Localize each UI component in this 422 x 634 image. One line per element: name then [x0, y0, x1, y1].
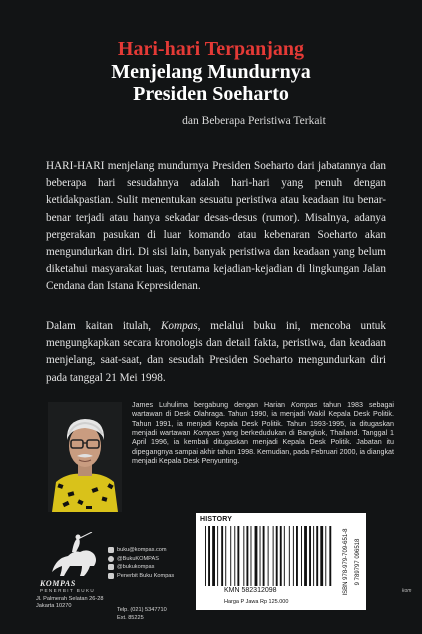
- barcode-bar: [260, 526, 261, 586]
- publisher-logo-wordmark: KOMPAS: [40, 579, 76, 588]
- contact-facebook: [108, 572, 198, 581]
- address-line-2: Jakarta 10270: [36, 603, 72, 610]
- contact-instagram-text: @bukukompas: [117, 564, 155, 571]
- publisher-address: [36, 596, 106, 610]
- contact-twitter-text: @BukuKOMPAS: [117, 555, 159, 562]
- instagram-icon: [108, 564, 114, 570]
- author-bio: [132, 401, 394, 466]
- contact-facebook-text: Penerbit Buku Kompas: [117, 572, 175, 579]
- barcode-bar: [221, 526, 223, 586]
- phone-ext: Ext. 85225: [117, 614, 144, 621]
- bio-kompas-2: Kompas: [193, 429, 220, 438]
- synopsis-p2-start: Dalam kaitan itulah,: [46, 320, 161, 332]
- synopsis-paragraph-2: [46, 318, 386, 387]
- bio-part-2: tahun 1983 sebagai wartawan di Desk Olahraga. Tahun 1990, ia menjadi Wakil Kepala Desk Politik. Tahun 1991, ia menjadi Kepala Desk Politik. Tahun 1993-1995, ia ditugaskan menjadi wartawan: [132, 401, 394, 438]
- twitter-icon: [108, 556, 114, 562]
- barcode-bar: [316, 526, 318, 586]
- barcode-bar: [251, 526, 252, 586]
- contact-twitter: [108, 555, 198, 564]
- barcode-bar: [208, 526, 210, 586]
- barcode-category: HISTORY: [200, 516, 233, 523]
- barcode-bar: [273, 526, 274, 586]
- barcode-bar: [289, 526, 290, 586]
- facebook-icon: [108, 573, 114, 579]
- barcode-bar: [268, 526, 269, 586]
- bio-part-3: yang berkedudukan di Bangkok, Thailand. Tanggal 1 April 1996, ia kembali ditugaskan menjadi Kepala Desk Politik. Jabatan itu dipegangnya sampai akhir tahun 1998. Kemudian, pada Februari 2000, ia diangkat menjadi Kepala Desk Penyunting.: [132, 429, 395, 466]
- publisher-contacts: [108, 546, 198, 580]
- barcode-bar: [320, 526, 323, 586]
- barcode-bar: [313, 526, 314, 586]
- barcode-bar: [225, 526, 226, 586]
- synopsis-p2-kompas: Kompas: [160, 320, 198, 332]
- phone-number: Telp. (021) 5347710: [117, 607, 167, 613]
- barcode-bar: [329, 526, 331, 586]
- ean-vertical-label: [351, 522, 365, 602]
- barcode-bar: [301, 526, 302, 586]
- barcode-kmn: KMN 582312098: [224, 587, 277, 594]
- subtitle: dan Beberapa Peristiwa Terkait: [182, 115, 326, 127]
- title-block: [0, 38, 422, 105]
- barcode-bar: [217, 526, 218, 586]
- barcode-bar: [243, 526, 244, 586]
- bio-part-1: James Luhulima bergabung dengan Harian: [132, 401, 292, 409]
- barcode-box: [196, 513, 366, 610]
- barcode-bar: [280, 526, 282, 586]
- barcode-bar: [255, 526, 258, 586]
- barcode-bar: [304, 526, 307, 586]
- barcode-bars: [203, 526, 335, 586]
- barcode-bar: [230, 526, 231, 586]
- synopsis-paragraph-1: HARI-HARI menjelang mundurnya Presiden Soeharto dari jabatannya dan beberapa hari sesudahnya adalah hari-hari yang penuh dengan ketidakpastian. Sulit menentukan sesuatu peristiwa atau keadaan itu benar-benar terjadi atau hanya sekadar desas-desus (rumor). Misalnya, adanya pergerakan pasukan di luar komando atau kebenaran Soeharto akan mengundurkan diri. Di sisi lain, banyak peristiwa dan keadaan yang belum diketahui masyarakat luas, terutama kejadian-kejadian di lingkungan Jalan Cendana dan Istana Kepresidenan.: [46, 160, 386, 293]
- address-line-1: Jl. Palmerah Selatan 26-28: [36, 596, 104, 602]
- barcode-bar: [212, 526, 215, 586]
- barcode-bar: [234, 526, 235, 586]
- synopsis-p2-end: , melalui buku ini, mencoba untuk mengungkapkan secara kronologis dan detail fakta, peristiwa, dan keadaan menjelang, saat-saat, dan sesudah Presiden Soeharto mengundurkan diri pada tanggal 21 Mei 1998.: [46, 320, 386, 384]
- isbn-text: ISBN 978-979-709-651-8: [343, 528, 349, 596]
- publisher-logo-sub: PENERBIT BUKU: [40, 588, 96, 593]
- barcode-bar: [246, 526, 248, 586]
- ean-text: 9 789797 096518: [355, 538, 361, 586]
- barcode-bar: [237, 526, 239, 586]
- contact-email: [108, 546, 198, 555]
- bio-kompas-1: Kompas: [291, 401, 318, 409]
- title-line-2: Presiden Soeharto: [133, 83, 289, 105]
- author-portrait-illustration: [48, 402, 122, 512]
- title-line-1: Menjelang Mundurnya: [111, 61, 311, 83]
- spine-edge-label: kom: [402, 588, 412, 594]
- barcode-bar: [276, 526, 278, 586]
- barcode-bar: [296, 526, 298, 586]
- barcode-price: Harga P Jawa Rp 125.000: [224, 599, 289, 605]
- barcode-bar: [309, 526, 311, 586]
- barcode-bar: [293, 526, 294, 586]
- barcode-bar: [284, 526, 285, 586]
- barcode-bar: [205, 526, 206, 586]
- contact-instagram: [108, 563, 198, 572]
- publisher-phone: [117, 607, 167, 622]
- title-red-line: Hari-hari Terpanjang: [117, 38, 305, 60]
- barcode-bar: [263, 526, 265, 586]
- author-photo: [48, 402, 122, 512]
- barcode-bar: [325, 526, 326, 586]
- email-icon: [108, 547, 114, 553]
- horse-rider-logo-icon: [44, 532, 104, 578]
- contact-email-text: buku@kompas.com: [117, 547, 167, 553]
